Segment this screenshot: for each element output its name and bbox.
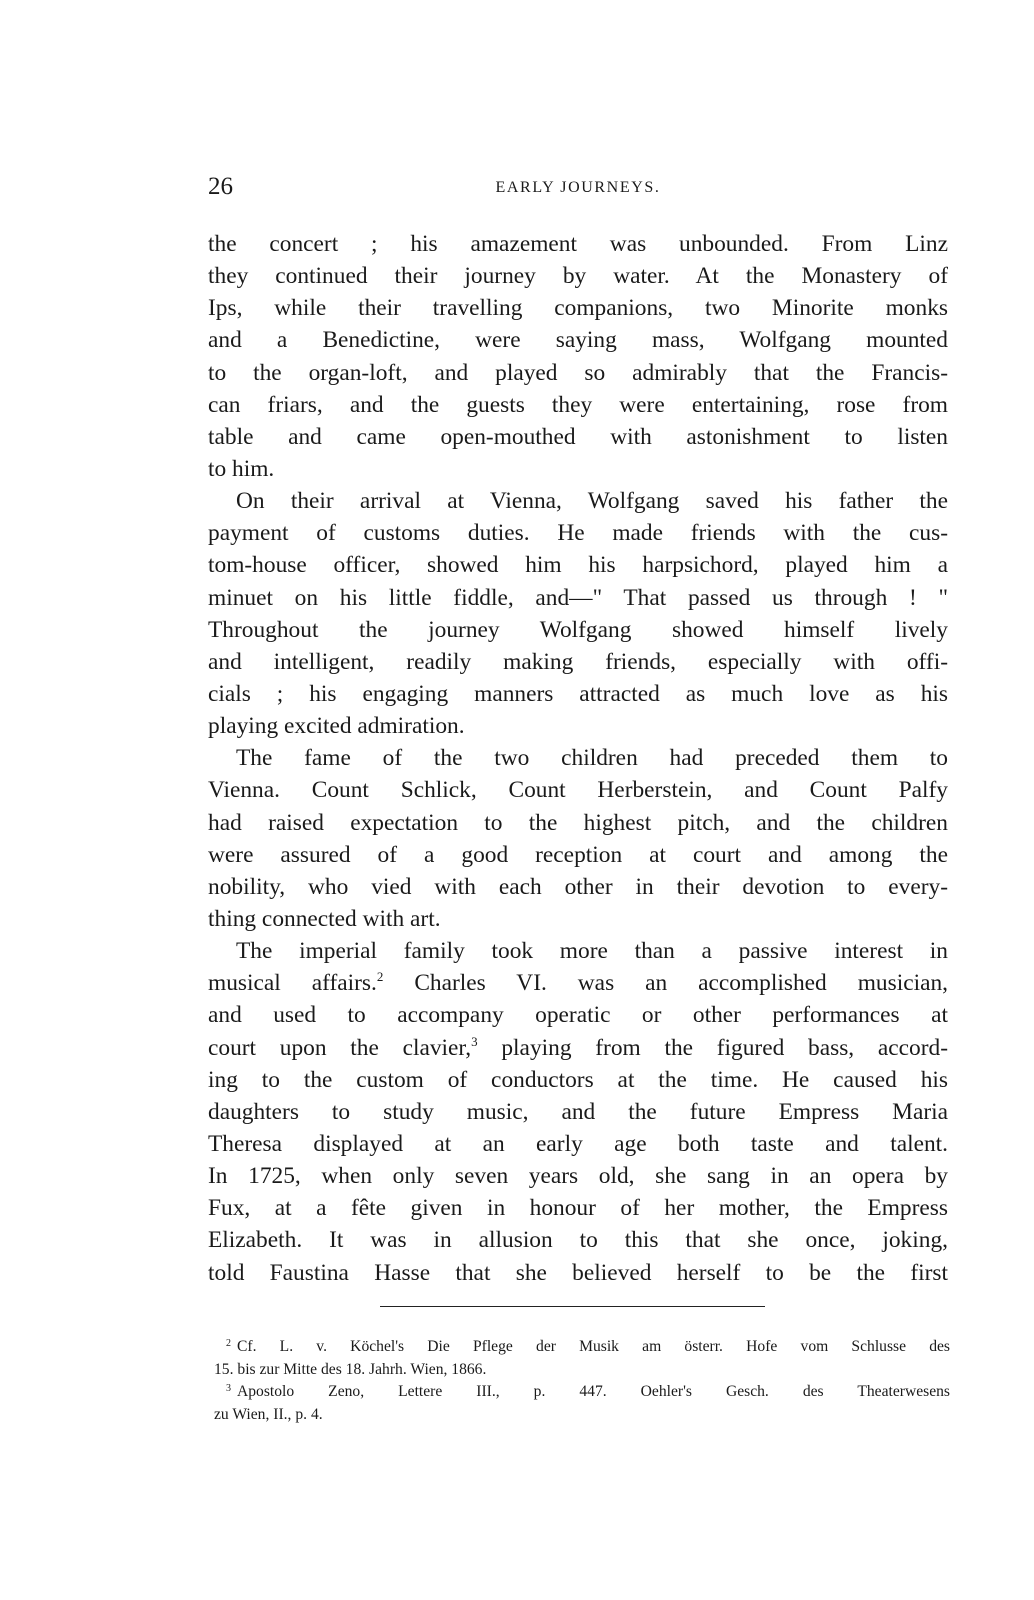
text-line: and intelligent, readily making friends, especially with offi- <box>208 648 948 675</box>
paragraph-start-line: The imperial family took more than a passive interest in <box>236 938 948 965</box>
text-line: were assured of a good reception at court and among the <box>208 841 948 868</box>
text-line: table and came open-mouthed with astonishment to listen <box>208 423 948 450</box>
body-text <box>208 228 948 1289</box>
text-line: and a Benedictine, were saying mass, Wolfgang mounted <box>208 327 948 354</box>
page-number: 26 <box>208 173 233 200</box>
footnote-divider <box>380 1306 765 1307</box>
text-line: In 1725, when only seven years old, she sang in an opera by <box>208 1163 948 1190</box>
footnote-mark: 3 <box>226 1383 231 1394</box>
footnote-mark: 2 <box>226 1338 231 1349</box>
text-line <box>208 967 948 999</box>
text-line: payment of customs duties. He made friends with the cus- <box>208 520 948 547</box>
text-line: playing excited admiration. <box>208 713 465 740</box>
running-title: EARLY JOURNEYS. <box>495 179 661 196</box>
text-line: cials ; his engaging manners attracted as much love as his <box>208 680 948 707</box>
footnote-reference: 2 <box>376 969 384 985</box>
text-line: Theresa displayed at an early age both taste and talent. <box>208 1130 948 1157</box>
text-line: minuet on his little fiddle, and—" That passed us through ! " <box>208 584 948 611</box>
text-line: daughters to study music, and the future Empress Maria <box>208 1098 948 1125</box>
footnotes <box>214 1336 950 1426</box>
footnote-line <box>214 1336 950 1359</box>
text-line: to him. <box>208 455 275 482</box>
text-line: to the organ-loft, and played so admirably that the Francis- <box>208 359 948 386</box>
running-head <box>208 172 948 204</box>
footnote-text: Cf. L. v. Köchel's Die Pflege der Musik am österr. Hofe vom Schlusse des <box>237 1338 950 1355</box>
text-segment: musical affairs. <box>208 970 377 997</box>
footnote-line: 15. bis zur Mitte des 18. Jahrh. Wien, 1866. <box>214 1360 487 1378</box>
text-line: Throughout the journey Wolfgang showed himself lively <box>208 616 948 643</box>
text-line: ing to the custom of conductors at the time. He caused his <box>208 1066 948 1093</box>
footnote-line <box>214 1381 950 1404</box>
text-line: they continued their journey by water. At the Monastery of <box>208 263 948 290</box>
text-segment: Charles VI. was an accomplished musician, <box>383 970 948 997</box>
text-line: told Faustina Hasse that she believed herself to be the first <box>208 1259 948 1286</box>
text-line: nobility, who vied with each other in their devotion to every- <box>208 873 948 900</box>
footnote-line: zu Wien, II., p. 4. <box>214 1405 323 1423</box>
text-line: tom-house officer, showed him his harpsichord, played him a <box>208 552 948 579</box>
text-line: Elizabeth. It was in allusion to this that she once, joking, <box>208 1227 948 1254</box>
text-segment: court upon the clavier, <box>208 1034 472 1061</box>
text-line: Vienna. Count Schlick, Count Herberstein, and Count Palfy <box>208 777 948 804</box>
paragraph-start-line: The fame of the two children had preceded them to <box>236 745 948 772</box>
paragraph-start-line: On their arrival at Vienna, Wolfgang saved his father the <box>236 488 948 515</box>
footnote-text: Apostolo Zeno, Lettere III., p. 447. Oehler's Gesch. des Theaterwesens <box>237 1383 950 1400</box>
text-line: and used to accompany operatic or other performances at <box>208 1002 948 1029</box>
text-line: can friars, and the guests they were entertaining, rose from <box>208 391 948 418</box>
footnote-reference: 3 <box>471 1033 478 1049</box>
text-line: Fux, at a fête given in honour of her mother, the Empress <box>208 1195 948 1222</box>
text-line: thing connected with art. <box>208 905 441 932</box>
text-segment: playing from the figured bass, accord- <box>477 1034 948 1061</box>
text-line: Ips, while their travelling companions, two Minorite monks <box>208 295 948 322</box>
text-line: the concert ; his amazement was unbounded. From Linz <box>208 231 948 257</box>
text-line: had raised expectation to the highest pitch, and the children <box>208 809 948 836</box>
text-line <box>208 1032 948 1064</box>
